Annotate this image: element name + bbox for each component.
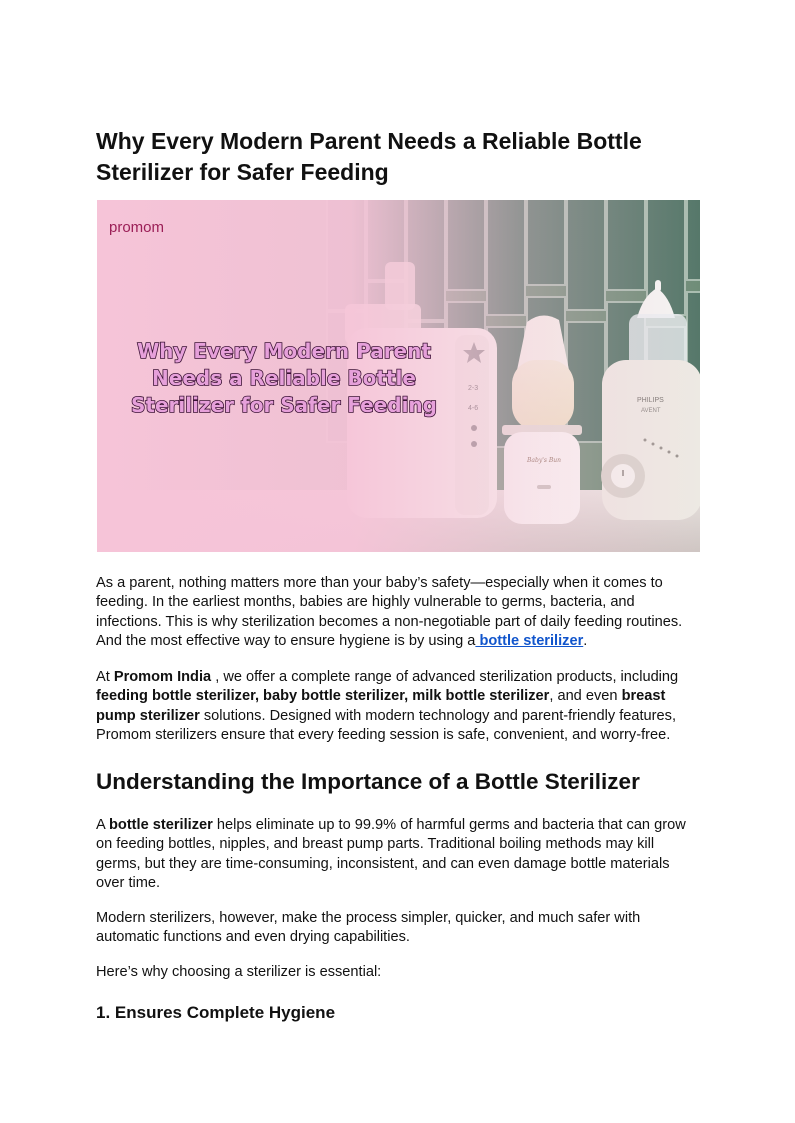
intro-text: As a parent, nothing matters more than your baby’s safety—especially when it comes to feeding. In the earliest months, babies are highly vulnerable to germs, bacteria, and infections. This is why sterilization becomes a non-negotiable part of daily feeding routines. And the most effective way to ensure hygiene is by using a [96, 575, 683, 650]
section-paragraph-2: Modern sterilizers, however, make the process simpler, quicker, and much safer with automatic functions and even drying capabilities. [96, 910, 641, 946]
promom-text-4: solutions. Designed with modern technology and parent-friendly features, Promom sterilizers ensure that every feeding session is safe, convenient, and worry-free. [96, 707, 677, 744]
hero-image [97, 200, 700, 552]
section-p1-text-2: helps eliminate up to 99.9% of harmful germs and bacteria that can grow on feeding bottles, nipples, and breast pump parts. Traditional boiling methods may kill germs, but they are time-consuming, inconsistent, and can even damage bottle materials over time. [96, 817, 686, 892]
subheading-hygiene: 1. Ensures Complete Hygiene [96, 1003, 336, 1022]
promom-text-2: , we offer a complete range of advanced sterilization products, including [211, 669, 679, 685]
bottle-sterilizer-link[interactable]: bottle sterilizer [475, 633, 584, 650]
sterilizer-types-bold: feeding bottle sterilizer, baby bottle sterilizer, milk bottle sterilizer [96, 688, 550, 705]
section-heading: Understanding the Importance of a Bottle Sterilizer [96, 769, 640, 794]
hero-overlay-line-3: Sterilizer for Safer Feeding [131, 393, 437, 417]
promom-text-3: , and even [549, 688, 622, 705]
section-p1-text-1: A [96, 817, 109, 833]
promom-text-1: At [96, 669, 114, 685]
breast-pump-sterilizer-bold: breast pump sterilizer [96, 688, 666, 724]
hero-overlay-line-2: Needs a Reliable Bottle [152, 366, 416, 390]
intro-end: . [583, 633, 588, 650]
article-title: Why Every Modern Parent Needs a Reliable Bottle Sterilizer for Safer Feeding [96, 128, 642, 185]
hero-overlay-title [131, 339, 437, 417]
promom-paragraph [96, 668, 696, 746]
section-paragraph-3: Here’s why choosing a sterilizer is essential: [96, 964, 382, 980]
bottle-sterilizer-bold: bottle sterilizer [108, 817, 213, 833]
hero-overlay-line-1: Why Every Modern Parent [137, 339, 431, 363]
intro-paragraph [96, 574, 696, 652]
promom-india-bold: Promom India [113, 669, 212, 685]
section-paragraph-1 [96, 816, 696, 894]
promom-logo: promom [109, 219, 165, 236]
hero-illustration [97, 200, 700, 552]
